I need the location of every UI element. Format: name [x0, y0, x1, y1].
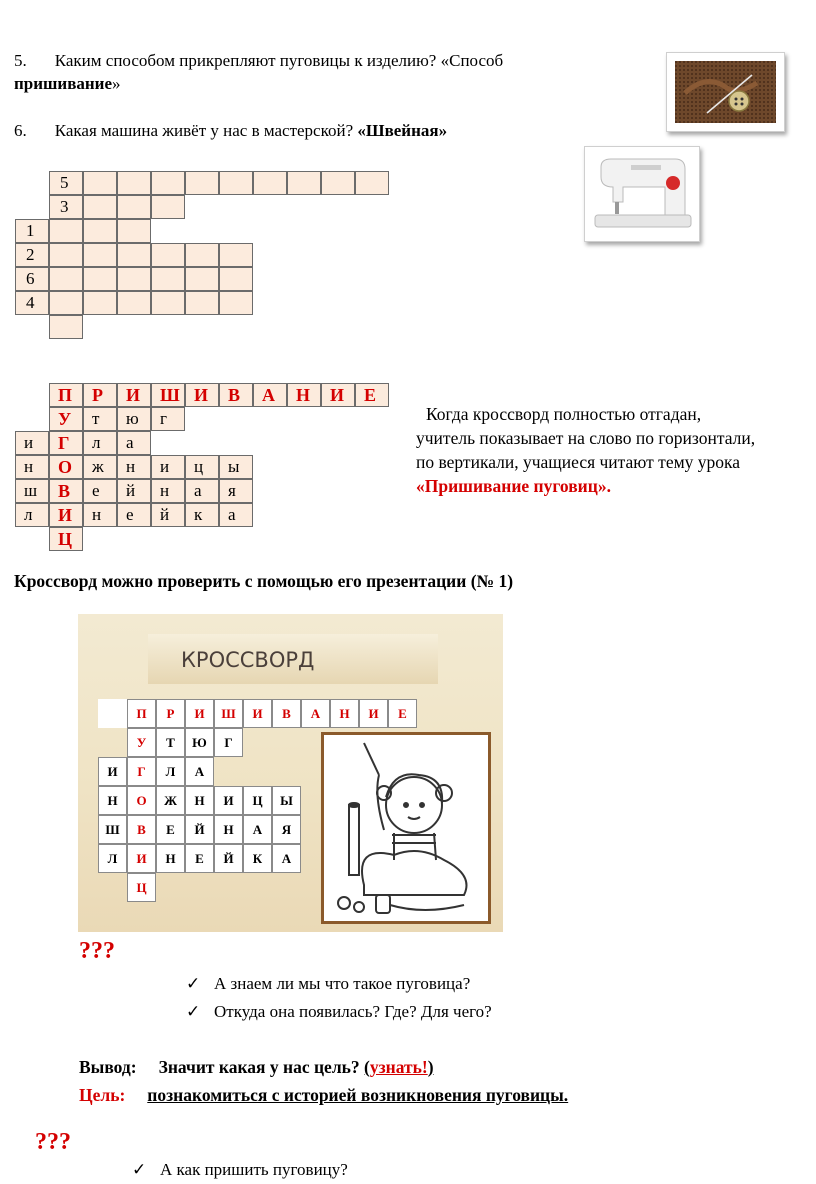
conclusion: Вывод: Значит какая у нас цель? (узнать!)	[79, 1057, 434, 1077]
crossword-cell: 4	[15, 291, 49, 315]
slide-crossword-letter: И	[243, 699, 272, 728]
slide-crossword-letter: Й	[185, 815, 214, 844]
learn-link[interactable]: узнать!	[369, 1057, 428, 1077]
girl-sewing-icon	[324, 735, 488, 921]
crossword-letter: Н	[287, 383, 321, 407]
girl-sewing-illustration	[321, 732, 491, 924]
slide-crossword-letter: А	[301, 699, 330, 728]
slide-crossword-letter: И	[127, 844, 156, 873]
slide-crossword-letter: Ш	[98, 815, 127, 844]
crossword-letter: г	[151, 407, 185, 431]
crossword-cell: 1	[15, 219, 49, 243]
crossword-letter: Ц	[49, 527, 83, 551]
explanation-line: учитель показывает на слово по горизонтали,	[416, 428, 756, 448]
crossword-cell	[185, 243, 219, 267]
crossword-cell	[219, 171, 253, 195]
crossword-cell	[49, 219, 83, 243]
crossword-cell	[49, 243, 83, 267]
slide-crossword-letter: К	[243, 844, 272, 873]
crossword-letter: к	[185, 503, 219, 527]
slide-crossword-letter: Г	[214, 728, 243, 757]
slide-crossword-letter: О	[127, 786, 156, 815]
crossword-cell	[321, 171, 355, 195]
crossword-cell: 3	[49, 195, 83, 219]
bullet-item: ✓ А как пришить пуговицу?	[132, 1160, 348, 1179]
crossword-letter: т	[83, 407, 117, 431]
slide-crossword-letter: И	[359, 699, 388, 728]
slide-crossword-letter: Е	[156, 815, 185, 844]
needle-and-button-icon	[667, 53, 784, 131]
slide-crossword-letter: И	[185, 699, 214, 728]
crossword-cell	[83, 267, 117, 291]
crossword-letter: П	[49, 383, 83, 407]
crossword-cell	[219, 291, 253, 315]
question-marks: ???	[35, 1129, 71, 1155]
crossword-letter: л	[15, 503, 49, 527]
crossword-letter: ш	[15, 479, 49, 503]
crossword-letter: а	[219, 503, 253, 527]
crossword-cell	[355, 171, 389, 195]
crossword-letter: и	[151, 455, 185, 479]
crossword-cell: 5	[49, 171, 83, 195]
slide-crossword-letter: А	[185, 757, 214, 786]
crossword-letter: н	[117, 455, 151, 479]
crossword-letter: е	[117, 503, 151, 527]
crossword-cell	[151, 291, 185, 315]
crossword-cell	[151, 195, 185, 219]
question-6	[14, 120, 447, 142]
slide-crossword-letter: У	[127, 728, 156, 757]
crossword-cell	[49, 267, 83, 291]
crossword-cell	[83, 219, 117, 243]
check-icon: ✓	[132, 1160, 147, 1179]
slide-crossword-letter: Т	[156, 728, 185, 757]
sewing-machine-photo	[584, 146, 700, 242]
crossword-cell	[117, 243, 151, 267]
crossword-cell	[83, 195, 117, 219]
crossword-letter: Р	[83, 383, 117, 407]
crossword-letter: И	[185, 383, 219, 407]
crossword-cell: 6	[15, 267, 49, 291]
crossword-cell	[49, 291, 83, 315]
bullet-item: ✓ А знаем ли мы что такое пуговица?	[186, 974, 471, 993]
crossword-letter: У	[49, 407, 83, 431]
crossword-letter: И	[117, 383, 151, 407]
crossword-cell	[117, 195, 151, 219]
crossword-cell	[219, 243, 253, 267]
crossword-cell: 2	[15, 243, 49, 267]
crossword-cell	[49, 315, 83, 339]
check-heading: Кроссворд можно проверить с помощью его презентации (№ 1)	[14, 571, 514, 591]
crossword-letter: ц	[185, 455, 219, 479]
crossword-letter: н	[15, 455, 49, 479]
question-number: 6.	[14, 121, 27, 140]
slide-blank-cell	[98, 699, 127, 728]
crossword-letter: й	[151, 503, 185, 527]
crossword-letter: е	[83, 479, 117, 503]
explanation-line: по вертикали, учащиеся читают тему урока	[416, 452, 741, 472]
crossword-cell	[151, 267, 185, 291]
slide-crossword-letter: В	[272, 699, 301, 728]
slide-crossword-letter: И	[98, 757, 127, 786]
question-text: Каким способом прикрепляют пуговицы к изделию? «Способ	[54, 51, 504, 70]
explanation	[416, 402, 755, 498]
crossword-letter: н	[151, 479, 185, 503]
slide-crossword-letter: Л	[98, 844, 127, 873]
sewing-machine-icon	[585, 147, 699, 241]
crossword-letter: я	[219, 479, 253, 503]
crossword-letter: а	[117, 431, 151, 455]
slide-crossword-letter: Н	[156, 844, 185, 873]
crossword-letter: а	[185, 479, 219, 503]
bullet-item: ✓ Откуда она появилась? Где? Для чего?	[186, 1002, 492, 1021]
crossword-letter: н	[83, 503, 117, 527]
slide-crossword-letter: А	[272, 844, 301, 873]
crossword-cell	[253, 171, 287, 195]
explanation-line: Когда кроссворд полностью отгадан,	[426, 404, 702, 424]
slide-crossword-letter: Р	[156, 699, 185, 728]
slide-crossword-letter: Ы	[272, 786, 301, 815]
crossword-letter: В	[219, 383, 253, 407]
crossword-letter: А	[253, 383, 287, 407]
slide-crossword-letter: Н	[330, 699, 359, 728]
slide-crossword-letter: Ц	[243, 786, 272, 815]
crossword-cell	[185, 291, 219, 315]
answer-text: пришивание	[14, 74, 113, 93]
slide-crossword-letter: Ц	[127, 873, 156, 902]
crossword-cell	[117, 219, 151, 243]
crossword-letter: л	[83, 431, 117, 455]
crossword-cell	[117, 291, 151, 315]
check-icon: ✓	[186, 974, 201, 993]
slide-crossword-letter: Ш	[214, 699, 243, 728]
crossword-cell	[117, 267, 151, 291]
question-text: Какая машина живёт у нас в мастерской?	[54, 121, 354, 140]
slide-crossword-letter: Ж	[156, 786, 185, 815]
needle-photo	[666, 52, 785, 132]
crossword-letter: и	[15, 431, 49, 455]
crossword-cell	[185, 171, 219, 195]
crossword-cell	[83, 243, 117, 267]
crossword-letter: В	[49, 479, 83, 503]
presentation-slide	[78, 614, 503, 932]
crossword-letter: Е	[355, 383, 389, 407]
crossword-cell	[151, 171, 185, 195]
question-5	[14, 50, 503, 72]
slide-crossword-letter: Н	[98, 786, 127, 815]
crossword-letter: И	[321, 383, 355, 407]
crossword-letter: О	[49, 455, 83, 479]
check-icon: ✓	[186, 1002, 201, 1021]
slide-crossword-letter: Л	[156, 757, 185, 786]
crossword-cell	[219, 267, 253, 291]
slide-crossword-letter: Й	[214, 844, 243, 873]
slide-crossword-letter: Е	[388, 699, 417, 728]
crossword-letter: И	[49, 503, 83, 527]
crossword-letter: ж	[83, 455, 117, 479]
crossword-cell	[117, 171, 151, 195]
slide-crossword-letter: Я	[272, 815, 301, 844]
goal: Цель: познакомиться с историей возникновения пуговицы.	[79, 1085, 569, 1105]
crossword-cell	[151, 243, 185, 267]
crossword-letter: Ш	[151, 383, 185, 407]
slide-crossword-letter: Н	[214, 815, 243, 844]
slide-crossword-letter: Е	[185, 844, 214, 873]
crossword-cell	[83, 171, 117, 195]
crossword-cell	[185, 267, 219, 291]
slide-crossword-letter: Ю	[185, 728, 214, 757]
slide-crossword-letter: П	[127, 699, 156, 728]
answer-text: «Швейная»	[357, 121, 448, 140]
crossword-letter: й	[117, 479, 151, 503]
crossword-letter: Г	[49, 431, 83, 455]
crossword-cell	[83, 291, 117, 315]
crossword-letter: ы	[219, 455, 253, 479]
question-marks: ???	[79, 938, 115, 964]
slide-crossword-letter: В	[127, 815, 156, 844]
crossword-cell	[287, 171, 321, 195]
slide-crossword-letter: Н	[185, 786, 214, 815]
slide-crossword-letter: А	[243, 815, 272, 844]
slide-crossword-letter: И	[214, 786, 243, 815]
slide-title: КРОССВОРД	[181, 648, 315, 672]
question-number: 5.	[14, 51, 27, 70]
question-5-answer: пришивание»	[14, 74, 121, 93]
slide-crossword-letter: Г	[127, 757, 156, 786]
lesson-topic: «Пришивание пуговиц».	[416, 476, 611, 496]
crossword-letter: ю	[117, 407, 151, 431]
